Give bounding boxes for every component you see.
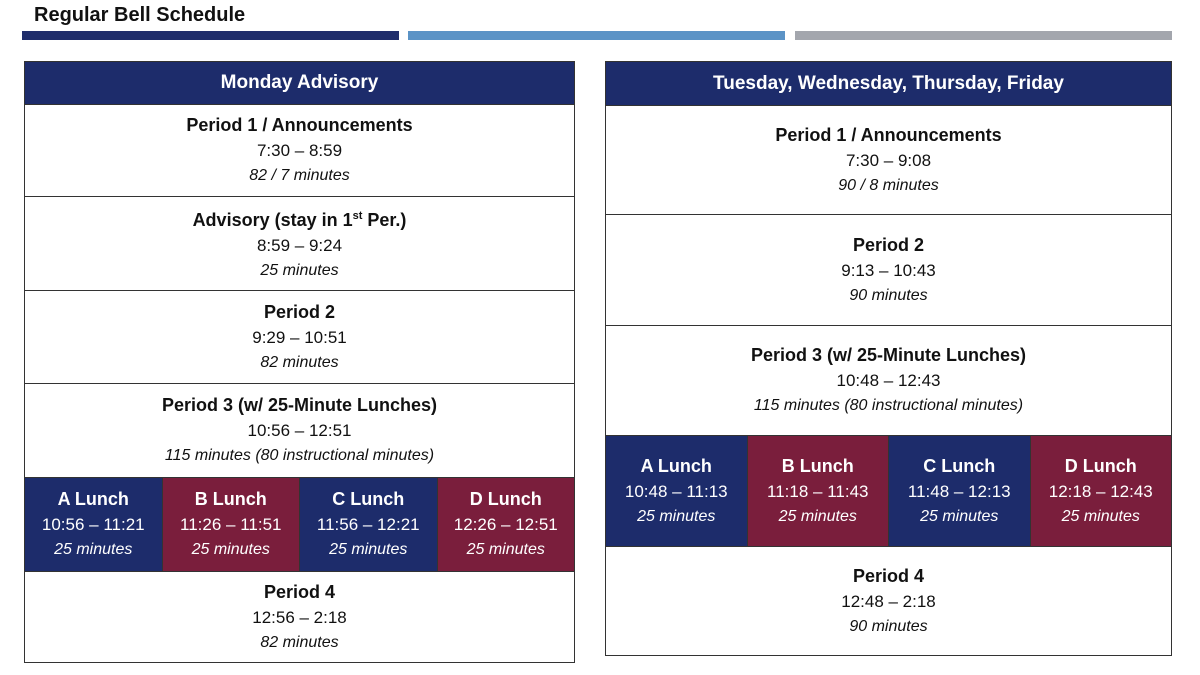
- monday-period-4: [25, 571, 574, 662]
- monday-period-1: [25, 104, 574, 196]
- lunch-duration: 25 minutes: [637, 507, 716, 525]
- lunch-name: A Lunch: [640, 455, 712, 476]
- monday-period-2: [25, 290, 574, 383]
- tue-fri-a-lunch: [606, 436, 747, 546]
- lunch-time: 11:26 – 11:51: [180, 515, 282, 534]
- period-name: Period 1 / Announcements: [775, 124, 1002, 145]
- period-time: 7:30 – 9:08: [845, 150, 932, 170]
- gray-divider-bar: [795, 31, 1172, 40]
- period-name: Period 3 (w/ 25-Minute Lunches): [161, 395, 438, 415]
- lunch-name: C Lunch: [923, 455, 996, 476]
- tue-fri-period-1: [606, 105, 1171, 214]
- monday-c-lunch: [299, 478, 437, 571]
- period-time: 12:56 – 2:18: [252, 607, 347, 627]
- monday-advisory: [25, 196, 574, 290]
- lunch-time: 10:48 – 11:13: [624, 481, 728, 501]
- lunch-time: 11:48 – 12:13: [907, 481, 1011, 501]
- tue-fri-d-lunch: [1030, 436, 1172, 546]
- period-time: 8:59 – 9:24: [256, 236, 343, 255]
- period-name: Period 2: [852, 234, 925, 255]
- period-duration: 115 minutes (80 instructional minutes): [164, 447, 435, 464]
- period-duration: 90 minutes: [849, 617, 928, 635]
- lunch-name: C Lunch: [332, 489, 405, 509]
- tue-fri-b-lunch: [747, 436, 889, 546]
- tue-fri-period-4: [606, 546, 1171, 655]
- lunch-time: 11:18 – 11:43: [767, 481, 869, 501]
- lunch-duration: 25 minutes: [329, 541, 408, 558]
- period-name: Period 1 / Announcements: [186, 115, 413, 135]
- page-title: Regular Bell Schedule: [34, 4, 246, 26]
- period-duration: 82 / 7 minutes: [249, 167, 350, 184]
- period-time: 9:13 – 10:43: [841, 260, 936, 280]
- tue-fri-schedule-panel: [605, 61, 1172, 656]
- lunch-duration: 25 minutes: [191, 541, 270, 558]
- monday-period-3: [25, 383, 574, 477]
- monday-lunch-row: [25, 477, 574, 571]
- lunch-time: 12:18 – 12:43: [1048, 481, 1153, 501]
- tue-fri-header: Tuesday, Wednesday, Thursday, Friday: [606, 62, 1171, 105]
- period-name: Period 4: [852, 565, 925, 586]
- period-duration: 25 minutes: [260, 262, 339, 279]
- period-duration: 82 minutes: [260, 633, 339, 651]
- period-time: 10:48 – 12:43: [836, 371, 941, 390]
- period-duration: 90 / 8 minutes: [838, 176, 939, 194]
- lunch-name: A Lunch: [57, 489, 129, 509]
- monday-header: Monday Advisory: [25, 62, 574, 104]
- lunch-name: D Lunch: [1064, 455, 1137, 476]
- period-duration: 82 minutes: [260, 353, 339, 371]
- period-name: Period 2: [263, 301, 336, 322]
- lunch-name: D Lunch: [469, 489, 542, 509]
- lunch-duration: 25 minutes: [920, 507, 999, 525]
- lunch-time: 10:56 – 11:21: [41, 515, 145, 534]
- lunch-duration: 25 minutes: [778, 507, 857, 525]
- blue-divider-bar: [408, 31, 785, 40]
- period-time: 10:56 – 12:51: [247, 421, 352, 440]
- monday-a-lunch: [25, 478, 162, 571]
- period-duration: 115 minutes (80 instructional minutes): [753, 397, 1024, 414]
- monday-b-lunch: [162, 478, 300, 571]
- lunch-name: B Lunch: [781, 455, 854, 476]
- period-name: Advisory (stay in 1st Per.): [192, 210, 407, 230]
- monday-d-lunch: [437, 478, 575, 571]
- period-name: Period 4: [263, 581, 336, 602]
- tue-fri-c-lunch: [888, 436, 1030, 546]
- lunch-name: B Lunch: [194, 489, 267, 509]
- tue-fri-lunch-row: [606, 435, 1171, 546]
- period-time: 7:30 – 8:59: [256, 141, 343, 160]
- period-time: 12:48 – 2:18: [841, 591, 936, 611]
- navy-divider-bar: [22, 31, 399, 40]
- lunch-duration: 25 minutes: [54, 541, 133, 558]
- lunch-time: 11:56 – 12:21: [316, 515, 420, 534]
- lunch-duration: 25 minutes: [1061, 507, 1140, 525]
- lunch-time: 12:26 – 12:51: [453, 515, 558, 534]
- tue-fri-period-3: [606, 325, 1171, 435]
- period-duration: 90 minutes: [849, 286, 928, 304]
- period-name: Period 3 (w/ 25-Minute Lunches): [750, 345, 1027, 365]
- lunch-duration: 25 minutes: [466, 541, 545, 558]
- monday-schedule-panel: [24, 61, 575, 663]
- tue-fri-period-2: [606, 214, 1171, 325]
- period-time: 9:29 – 10:51: [252, 327, 347, 347]
